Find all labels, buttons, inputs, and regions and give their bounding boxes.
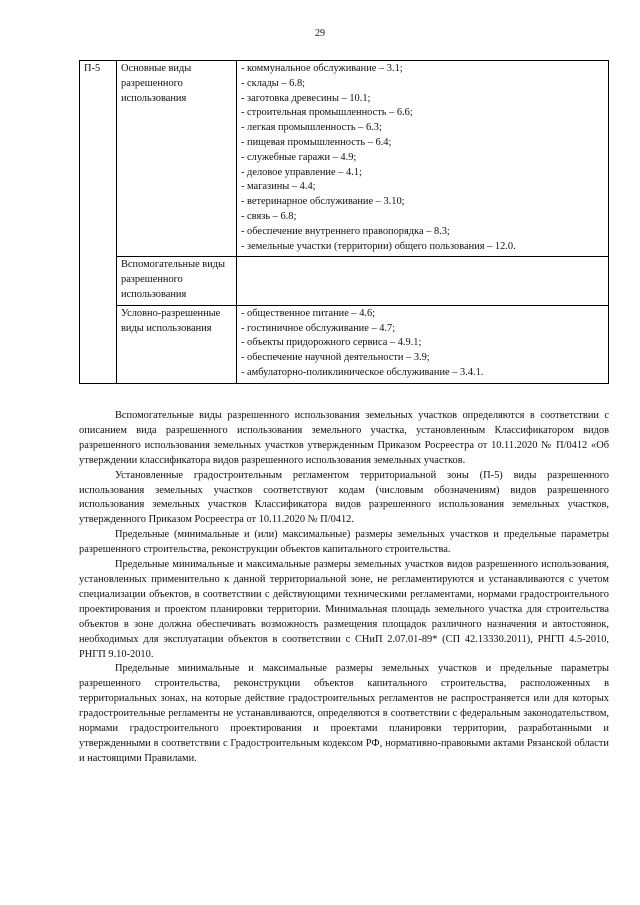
zone-regulations-table xyxy=(79,60,609,384)
use-item: - земельные участки (территории) общего пользования – 12.0. xyxy=(241,240,516,252)
body-text xyxy=(79,409,609,767)
paragraph: Предельные минимальные и максимальные размеры земельных участков и предельные параметры разрешенного строительства, реконструкции объектов капитального строительства, расположенных в территориальных зонах, на которые действие градостроительных регламентов не распространяется или для которых градостроительные регламенты не устанавливаются, определяются в соответствии с федеральным законодательством, нормами градостроительного проектирования и проектами планировки территории, разработанными и утвержденными в соответствии с Градостроительным кодексом РФ, нормативно-правовыми актами Рязанской области и настоящими Правилами. xyxy=(79,663,609,764)
use-item: - объекты придорожного сервиса – 4.9.1; xyxy=(241,337,422,349)
use-item: - заготовка древесины – 10.1; xyxy=(241,92,371,104)
paragraph: Установленные градостроительным регламентом территориальной зоны (П-5) виды разрешенного использования земельных участков соответствуют кодам (числовым обозначениям) видов разрешенного использования земельных участков Классификатора видов разрешенного использования земельных участков, утвержденного Приказом Росреестра от 10.11.2020 № П/0412. xyxy=(79,469,609,526)
use-item: - деловое управление – 4.1; xyxy=(241,166,362,178)
zone-code-cell: П-5 xyxy=(80,61,117,384)
paragraph: Вспомогательные виды разрешенного использования земельных участков определяются в соответствии с описанием вида разрешенного использования земельного участка, установленным Классификатором видов разрешенного использования земельных участков утвержденным Приказом Росреестра от 10.11.2020 № П/0412 «Об утверждении классификатора видов разрешенного использования земельных участков. xyxy=(79,410,609,466)
use-type-cell-main: Основные виды разрешенного использования xyxy=(117,61,237,257)
use-type-cell-conditional: Условно-разрешенные виды использования xyxy=(117,305,237,383)
use-type-cell-auxiliary: Вспомогательные виды разрешенного использования xyxy=(117,257,237,305)
uses-list-auxiliary xyxy=(237,257,609,305)
use-item: - обеспечение внутреннего правопорядка – 8.3; xyxy=(241,225,450,237)
paragraph: Предельные минимальные и максимальные размеры земельных участков видов разрешенного использования, установленных применительно к данной территориальной зоне, не регламентируются и устанавливаются с учетом специализации объектов, в соответствии с действующими техническими регламентами, нормами градостроительного проектирования и проектом планировки территории. Минимальная площадь земельного участка для строительства объектов в зоне должна обеспечивать возможность размещения площадок различного назначения и автостоянок, необходимых для эксплуатации объектов в соответствии с СНиП 2.07.01-89* (СП 42.13330.2011), РНГП 4.5-2010, РНГП 9.10-2010. xyxy=(79,559,609,660)
use-item: - связь – 6.8; xyxy=(241,210,297,222)
use-item: - пищевая промышленность – 6.4; xyxy=(241,136,392,148)
use-item: - гостиничное обслуживание – 4.7; xyxy=(241,322,396,334)
use-item: - ветеринарное обслуживание – 3.10; xyxy=(241,196,405,208)
table-row-auxiliary-uses xyxy=(80,257,609,305)
table-row-main-uses xyxy=(80,61,609,257)
use-item: - амбулаторно-поликлиническое обслуживание – 3.4.1. xyxy=(241,366,484,378)
table-row-conditional-uses xyxy=(80,305,609,383)
uses-list-main xyxy=(237,61,609,257)
page-number: 29 xyxy=(315,28,325,39)
use-item: - общественное питание – 4.6; xyxy=(241,307,376,319)
use-item: - строительная промышленность – 6.6; xyxy=(241,107,413,119)
use-item: - служебные гаражи – 4.9; xyxy=(241,151,357,163)
use-item: - магазины – 4.4; xyxy=(241,181,316,193)
paragraph: Предельные (минимальные и (или) максимальные) размеры земельных участков и предельные параметры разрешенного строительства, реконструкции объектов капитального строительства. xyxy=(79,529,609,556)
use-item: - легкая промышленность – 6.3; xyxy=(241,122,382,134)
uses-list-conditional xyxy=(237,305,609,383)
use-item: - коммунальное обслуживание – 3.1; xyxy=(241,63,403,74)
use-item: - обеспечение научной деятельности – 3.9; xyxy=(241,352,430,364)
use-item: - склады – 6.8; xyxy=(241,77,306,89)
